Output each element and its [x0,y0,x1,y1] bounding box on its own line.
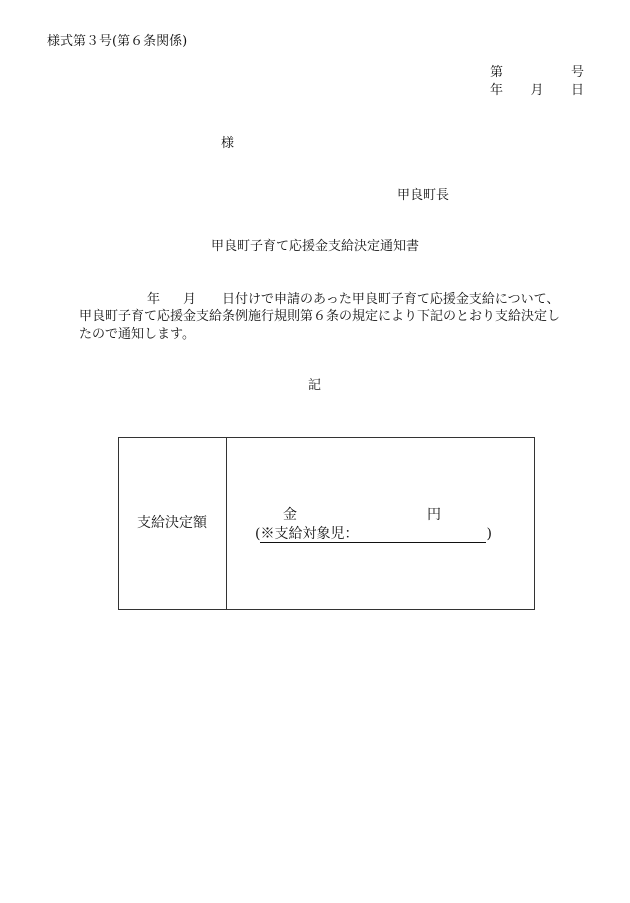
body-line-3: たので通知します。 [79,327,195,342]
form-number: 様式第３号(第６条関係) [47,34,188,49]
doc-no-suffix: 号 [570,65,584,80]
date-year: 年 [490,83,504,98]
recipient-label: ※支給対象児： [260,526,359,542]
amount-label: 支給決定額 [137,515,207,531]
amount-label-cell [119,438,227,609]
date-month: 月 [530,83,544,98]
body-line-2: 甲良町子育て応援金支給条例施行規則第６条の規定により下記のとおり支給決定し [79,309,561,324]
body-month: 月 [183,292,197,307]
date-day: 日 [570,83,584,98]
amount-kin: 金 [283,507,297,523]
document-title: 甲良町子育て応援金支給決定通知書 [210,239,419,254]
document-number [490,66,584,79]
body-year: 年 [147,292,161,307]
body-line-1 [147,293,559,306]
document-date [490,84,584,97]
recipient-underline [260,527,486,543]
ki-heading: 記 [308,378,322,393]
recipient-line [255,527,492,543]
amount-yen: 円 [427,507,441,523]
recipient-open-paren: ( [255,526,261,542]
recipient-close-paren: ) [486,526,492,542]
doc-no-prefix: 第 [490,65,504,80]
amount-table [118,437,535,610]
body-line1-text: 日付けで申請のあった甲良町子育て応援金支給について、 [222,292,560,307]
issuer-name: 甲良町長 [397,188,450,203]
addressee-honorific: 様 [221,136,235,151]
